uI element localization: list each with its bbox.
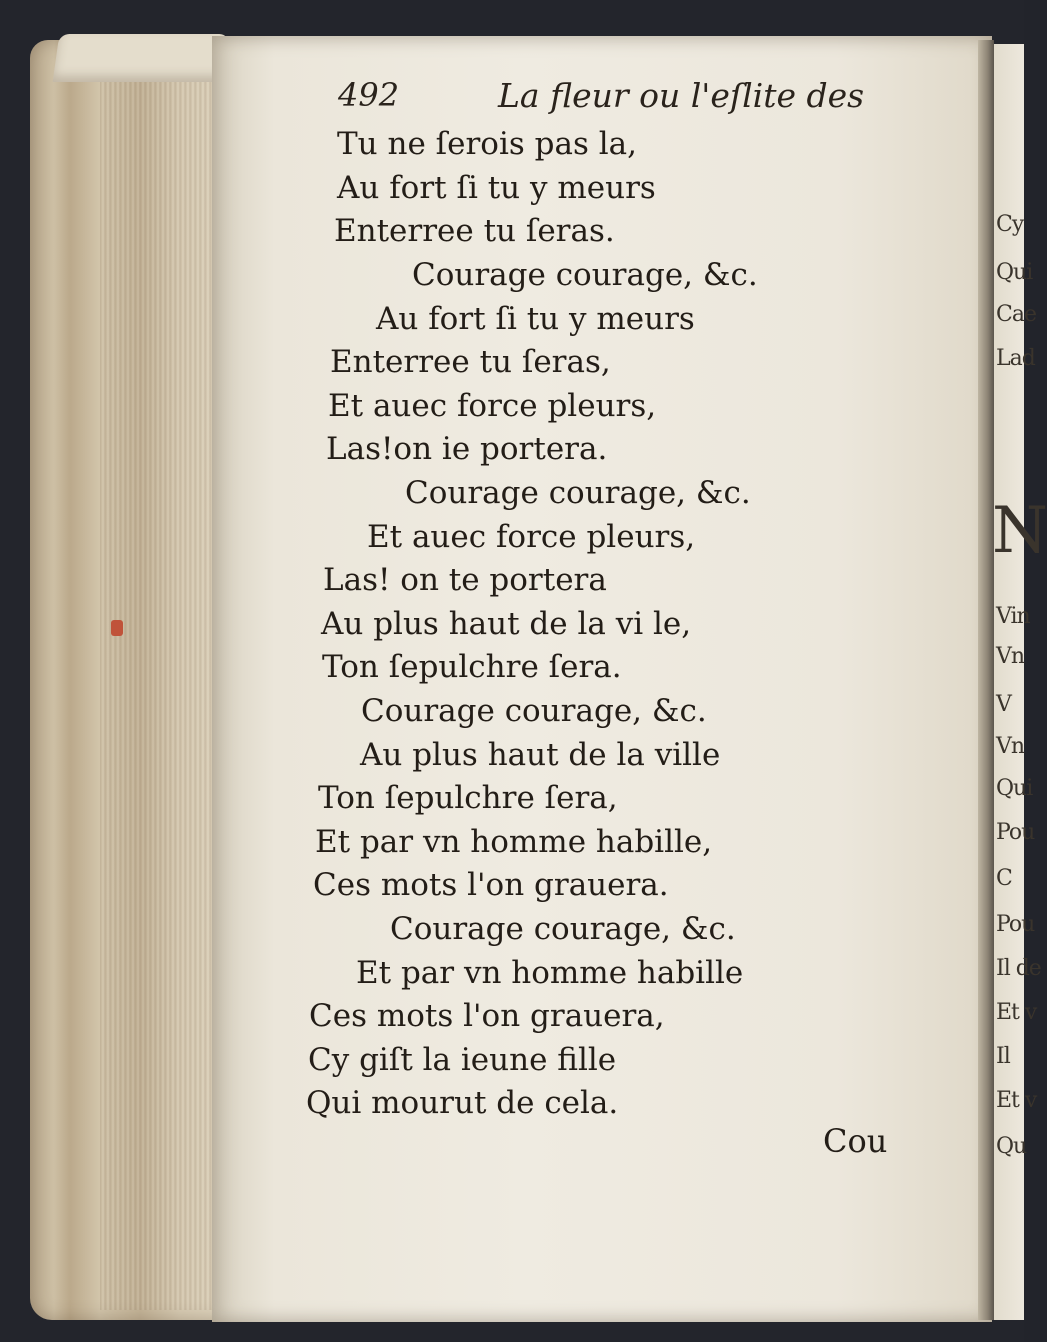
facing-fragment: Vn [996, 734, 1025, 759]
facing-fragment: Et v [996, 1088, 1037, 1113]
verse-line: Ces mots l'on grauera. [313, 867, 669, 903]
facing-fragment: Vn [996, 644, 1025, 669]
refrain-line: Courage courage, &c. [361, 693, 707, 729]
verse-line: Enterree tu ſeras. [334, 213, 615, 249]
verse-line: Au fort ſi tu y meurs [376, 301, 695, 337]
verse-line: Enterree tu ſeras, [330, 344, 611, 380]
verse-line: Au plus haut de la ville [360, 737, 721, 773]
verse-line: Ton ſepulchre ſera, [318, 780, 618, 816]
verse-line: Et par vn homme habille, [315, 824, 713, 860]
verse-line: Cy giſt la ieune fille [308, 1042, 617, 1078]
facing-fragment: Vin [996, 604, 1030, 629]
verse-line: Tu ne ſerois pas la, [337, 126, 637, 162]
verse-line: Qui mourut de cela. [306, 1085, 619, 1121]
refrain-line: Courage courage, &c. [390, 911, 736, 947]
facing-fragment: Cy [996, 212, 1024, 237]
facing-fragment: Il [996, 1044, 1010, 1069]
facing-fragment: Qui [996, 776, 1033, 801]
refrain-line: Courage courage, &c. [412, 257, 758, 293]
facing-fragment: Qu [996, 1134, 1027, 1159]
verse-line: Au plus haut de la vi le, [321, 606, 692, 642]
facing-fragment: Et v [996, 1000, 1037, 1025]
running-title: La fleur ou l'eſlite des [498, 76, 865, 115]
verse-line: Et par vn homme habille [356, 955, 744, 991]
verse-line: Et auec force pleurs, [367, 519, 696, 555]
catchword: Cou [823, 1122, 888, 1160]
verse-line: Las! on te portera [323, 562, 607, 598]
facing-fragment: C [996, 866, 1012, 891]
facing-fragment: Pou [996, 912, 1035, 937]
verse-line: Las!on ie portera. [326, 431, 608, 467]
page-number: 492 [338, 76, 400, 114]
verse-line: Au fort ſi tu y meurs [337, 170, 656, 206]
verse-line: Ton ſepulchre ſera. [322, 649, 622, 685]
facing-fragment: V [996, 692, 1011, 717]
facing-fragment: Il de [996, 956, 1041, 981]
refrain-line: Courage courage, &c. [405, 475, 751, 511]
facing-fragment: Qui [996, 260, 1033, 285]
facing-fragment: Cae [996, 302, 1036, 327]
facing-fragment-initial: N [992, 494, 1047, 568]
facing-fragment: Pou [996, 820, 1035, 845]
verse-line: Et auec force pleurs, [328, 388, 657, 424]
facing-fragment: Lad [996, 346, 1035, 371]
verse-line: Ces mots l'on grauera, [309, 998, 665, 1034]
